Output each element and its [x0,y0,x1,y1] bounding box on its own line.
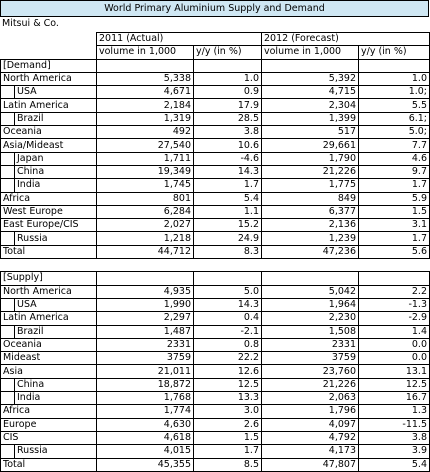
table-row [1,219,430,232]
volume-2011-cell[interactable]: 2,027 [97,219,194,232]
region-name[interactable]: USA [15,86,97,99]
region-name[interactable]: CIS [1,431,97,444]
table-row [1,232,430,245]
region-name[interactable]: Mideast [1,352,97,365]
indent-cell[interactable] [1,179,15,192]
table-row [1,205,430,218]
volume-2012-cell[interactable]: 1,796 [262,405,359,418]
empty-cell[interactable] [359,59,430,72]
volume-2012-cell[interactable]: 47,236 [262,245,359,258]
volume-2011-cell[interactable]: 1,990 [97,298,194,311]
yy-2011-cell[interactable]: 28.5 [194,112,262,125]
header-2012[interactable]: 2012 (Forecast) [262,33,430,46]
volume-2011-cell[interactable]: 3759 [97,352,194,365]
table-row [1,86,430,99]
yy-2011-cell[interactable]: 5.0 [194,285,262,298]
volume-2011-cell[interactable]: 1,774 [97,405,194,418]
table-row [1,378,430,391]
indent-cell[interactable] [1,445,15,458]
yy-2012-cell[interactable]: 7.7 [359,139,430,152]
indent-cell[interactable] [1,378,15,391]
yy-2011-cell[interactable]: -2.1 [194,325,262,338]
table-row [1,365,430,378]
table-row [1,192,430,205]
volume-2011-cell[interactable]: 1,711 [97,152,194,165]
volume-2011-cell[interactable]: 2331 [97,338,194,351]
empty-cell[interactable] [359,272,430,285]
region-name[interactable]: Europe [1,418,97,431]
table-row [1,126,430,139]
region-name[interactable]: Russia [15,232,97,245]
table-body [1,33,430,472]
volume-2012-cell[interactable]: 6,377 [262,205,359,218]
header-empty-cell[interactable] [1,33,97,46]
volume-2011-cell[interactable]: 19,349 [97,165,194,178]
volume-2011-cell[interactable]: 4,618 [97,431,194,444]
volume-2012-cell[interactable]: 1,790 [262,152,359,165]
yy-2011-cell[interactable]: 1.7 [194,179,262,192]
volume-2011-cell[interactable]: 4,935 [97,285,194,298]
region-name[interactable]: East Europe/CIS [1,219,97,232]
yy-2011-cell[interactable]: 8.3 [194,245,262,258]
demand-section-label[interactable]: [Demand] [1,59,97,72]
yy-2011-cell[interactable]: -4.6 [194,152,262,165]
table-row [1,245,430,258]
volume-2011-cell[interactable]: 4,015 [97,445,194,458]
yy-2012-cell[interactable]: 5.9 [359,192,430,205]
table-row [1,152,430,165]
volume-2012-cell[interactable]: 1,775 [262,179,359,192]
volume-2011-cell[interactable]: 4,630 [97,418,194,431]
yy-2012-cell[interactable]: 0.0 [359,338,430,351]
region-name[interactable]: West Europe [1,205,97,218]
region-name[interactable]: Africa [1,405,97,418]
volume-2011-cell[interactable]: 21,011 [97,365,194,378]
volume-2011-cell[interactable]: 492 [97,126,194,139]
region-name[interactable]: Japan [15,152,97,165]
header-row-units [1,46,430,59]
volume-2011-cell[interactable]: 1,319 [97,112,194,125]
table-row [1,458,430,471]
region-name[interactable]: Brazil [15,112,97,125]
volume-2011-cell[interactable]: 2,297 [97,312,194,325]
supply-label-row [1,272,430,285]
volume-2012-cell[interactable]: 849 [262,192,359,205]
indent-cell[interactable] [1,112,15,125]
indent-cell[interactable] [1,152,15,165]
yy-2012-cell[interactable]: 9.7 [359,165,430,178]
empty-cell[interactable] [97,59,194,72]
volume-2012-cell[interactable]: 29,661 [262,139,359,152]
header-volume-2012[interactable]: volume in 1,000 [262,46,359,59]
yy-2012-cell[interactable]: 3.9 [359,445,430,458]
volume-2012-cell[interactable]: 21,226 [262,165,359,178]
region-name[interactable]: China [15,165,97,178]
yy-2011-cell[interactable]: 2.6 [194,418,262,431]
yy-2012-cell[interactable]: 5.5 [359,99,430,112]
volume-2012-cell[interactable]: 4,715 [262,86,359,99]
volume-2011-cell[interactable]: 5,338 [97,72,194,85]
yy-2012-cell[interactable]: 16.7 [359,392,430,405]
yy-2012-cell[interactable]: 1.4 [359,325,430,338]
header-row-period [1,33,430,46]
empty-cell[interactable] [262,272,359,285]
yy-2012-cell[interactable]: 1.7 [359,232,430,245]
yy-2011-cell[interactable]: 15.2 [194,219,262,232]
volume-2012-cell[interactable]: 3759 [262,352,359,365]
demand-label-row [1,59,430,72]
volume-2011-cell[interactable]: 801 [97,192,194,205]
region-name[interactable]: Brazil [15,325,97,338]
table-row [1,418,430,431]
yy-2011-cell[interactable]: 3.8 [194,126,262,139]
yy-2011-cell[interactable]: 12.5 [194,378,262,391]
header-2011[interactable]: 2011 (Actual) [97,33,262,46]
indent-cell[interactable] [1,86,15,99]
volume-2012-cell[interactable]: 2,230 [262,312,359,325]
yy-2011-cell[interactable]: 14.3 [194,165,262,178]
region-name[interactable]: Total [1,245,97,258]
empty-cell[interactable] [194,272,262,285]
yy-2011-cell[interactable]: 0.8 [194,338,262,351]
header-yy-2012[interactable]: y/y (in %) [359,46,430,59]
region-name[interactable]: Asia/Mideast [1,139,97,152]
region-name[interactable]: Russia [15,445,97,458]
yy-2011-cell[interactable]: 8.5 [194,458,262,471]
volume-2011-cell[interactable]: 44,712 [97,245,194,258]
volume-2011-cell[interactable]: 1,745 [97,179,194,192]
yy-2012-cell[interactable]: 6.1; [359,112,430,125]
table-row [1,392,430,405]
volume-2012-cell[interactable]: 4,173 [262,445,359,458]
header-yy-2011[interactable]: y/y (in %) [194,46,262,59]
region-name[interactable]: North America [1,285,97,298]
volume-2012-cell[interactable]: 4,792 [262,431,359,444]
indent-cell[interactable] [1,165,15,178]
title-row [0,0,429,17]
yy-2011-cell[interactable]: 10.6 [194,139,262,152]
indent-cell[interactable] [1,232,15,245]
yy-2012-cell[interactable]: 5.4 [359,458,430,471]
yy-2012-cell[interactable]: -11.5 [359,418,430,431]
region-name[interactable]: Oceania [1,338,97,351]
region-name[interactable]: Latin America [1,312,97,325]
yy-2011-cell[interactable]: 0.9 [194,86,262,99]
yy-2012-cell[interactable]: 0.0 [359,352,430,365]
yy-2012-cell[interactable]: 3.8 [359,431,430,444]
yy-2011-cell[interactable]: 24.9 [194,232,262,245]
header-volume-2011[interactable]: volume in 1,000 [97,46,194,59]
table-row [1,352,430,365]
yy-2012-cell[interactable]: -2.9 [359,312,430,325]
yy-2011-cell[interactable]: 5.4 [194,192,262,205]
yy-2011-cell[interactable]: 14.3 [194,298,262,311]
volume-2012-cell[interactable]: 1,508 [262,325,359,338]
volume-2011-cell[interactable]: 18,872 [97,378,194,391]
yy-2011-cell[interactable]: 22.2 [194,352,262,365]
empty-cell[interactable] [194,59,262,72]
volume-2012-cell[interactable]: 2,136 [262,219,359,232]
volume-2011-cell[interactable]: 45,355 [97,458,194,471]
supply-demand-table [0,32,430,472]
region-name[interactable]: Total [1,458,97,471]
volume-2012-cell[interactable]: 1,239 [262,232,359,245]
table-row [1,139,430,152]
yy-2012-cell[interactable]: 5.0; [359,126,430,139]
yy-2011-cell[interactable]: 12.6 [194,365,262,378]
volume-2012-cell[interactable]: 1,964 [262,298,359,311]
volume-2012-cell[interactable]: 47,807 [262,458,359,471]
region-name[interactable]: USA [15,298,97,311]
table-row [1,165,430,178]
volume-2012-cell[interactable]: 4,097 [262,418,359,431]
yy-2012-cell[interactable]: 12.5 [359,378,430,391]
region-name[interactable]: Oceania [1,126,97,139]
yy-2011-cell[interactable]: 1.0 [194,72,262,85]
region-name[interactable]: Africa [1,192,97,205]
yy-2011-cell[interactable]: 0.4 [194,312,262,325]
volume-2012-cell[interactable]: 2,063 [262,392,359,405]
volume-2011-cell[interactable]: 4,671 [97,86,194,99]
empty-cell[interactable] [97,272,194,285]
indent-cell[interactable] [1,325,15,338]
volume-2011-cell[interactable]: 27,540 [97,139,194,152]
yy-2011-cell[interactable]: 13.3 [194,392,262,405]
yy-2012-cell[interactable]: 1.0 [359,72,430,85]
spacer-cell[interactable] [1,259,430,272]
table-row [1,338,430,351]
volume-2011-cell[interactable]: 1,218 [97,232,194,245]
volume-2011-cell[interactable]: 2,184 [97,99,194,112]
yy-2012-cell[interactable]: 2.2 [359,285,430,298]
table-row [1,445,430,458]
indent-cell[interactable] [1,392,15,405]
region-name[interactable]: Asia [1,365,97,378]
region-name[interactable]: North America [1,72,97,85]
yy-2011-cell[interactable]: 17.9 [194,99,262,112]
spacer-row [1,259,430,272]
table-row [1,431,430,444]
table-row [1,312,430,325]
volume-2011-cell[interactable]: 6,284 [97,205,194,218]
table-row [1,179,430,192]
yy-2012-cell[interactable]: 1.3 [359,405,430,418]
header-empty-cell[interactable] [1,46,97,59]
region-name[interactable]: Latin America [1,99,97,112]
table-row [1,325,430,338]
table-row [1,405,430,418]
yy-2012-cell[interactable]: 5.6 [359,245,430,258]
volume-2012-cell[interactable]: 21,226 [262,378,359,391]
volume-2011-cell[interactable]: 1,768 [97,392,194,405]
table-row [1,72,430,85]
yy-2012-cell[interactable]: 1.7 [359,179,430,192]
table-row [1,298,430,311]
region-name[interactable]: India [15,179,97,192]
yy-2011-cell[interactable]: 3.0 [194,405,262,418]
volume-2012-cell[interactable]: 2331 [262,338,359,351]
table-title[interactable]: World Primary Aluminium Supply and Demand [0,0,429,17]
volume-2012-cell[interactable]: 23,760 [262,365,359,378]
volume-2012-cell[interactable]: 5,042 [262,285,359,298]
yy-2012-cell[interactable]: 13.1 [359,365,430,378]
volume-2012-cell[interactable]: 5,392 [262,72,359,85]
table-row [1,285,430,298]
volume-2012-cell[interactable]: 1,399 [262,112,359,125]
supply-section-label[interactable]: [Supply] [1,272,97,285]
volume-2012-cell[interactable]: 517 [262,126,359,139]
table-row [1,112,430,125]
source-label[interactable]: Mitsui & Co. [2,18,59,29]
table-row [1,99,430,112]
yy-2012-cell[interactable]: 1.5 [359,205,430,218]
yy-2012-cell[interactable]: 1.0; [359,86,430,99]
yy-2012-cell[interactable]: -1.3 [359,298,430,311]
indent-cell[interactable] [1,298,15,311]
yy-2011-cell[interactable]: 1.5 [194,431,262,444]
yy-2011-cell[interactable]: 1.1 [194,205,262,218]
region-name[interactable]: India [15,392,97,405]
volume-2011-cell[interactable]: 1,487 [97,325,194,338]
volume-2012-cell[interactable]: 2,304 [262,99,359,112]
region-name[interactable]: China [15,378,97,391]
yy-2011-cell[interactable]: 1.7 [194,445,262,458]
yy-2012-cell[interactable]: 3.1 [359,219,430,232]
empty-cell[interactable] [262,59,359,72]
yy-2012-cell[interactable]: 4.6 [359,152,430,165]
